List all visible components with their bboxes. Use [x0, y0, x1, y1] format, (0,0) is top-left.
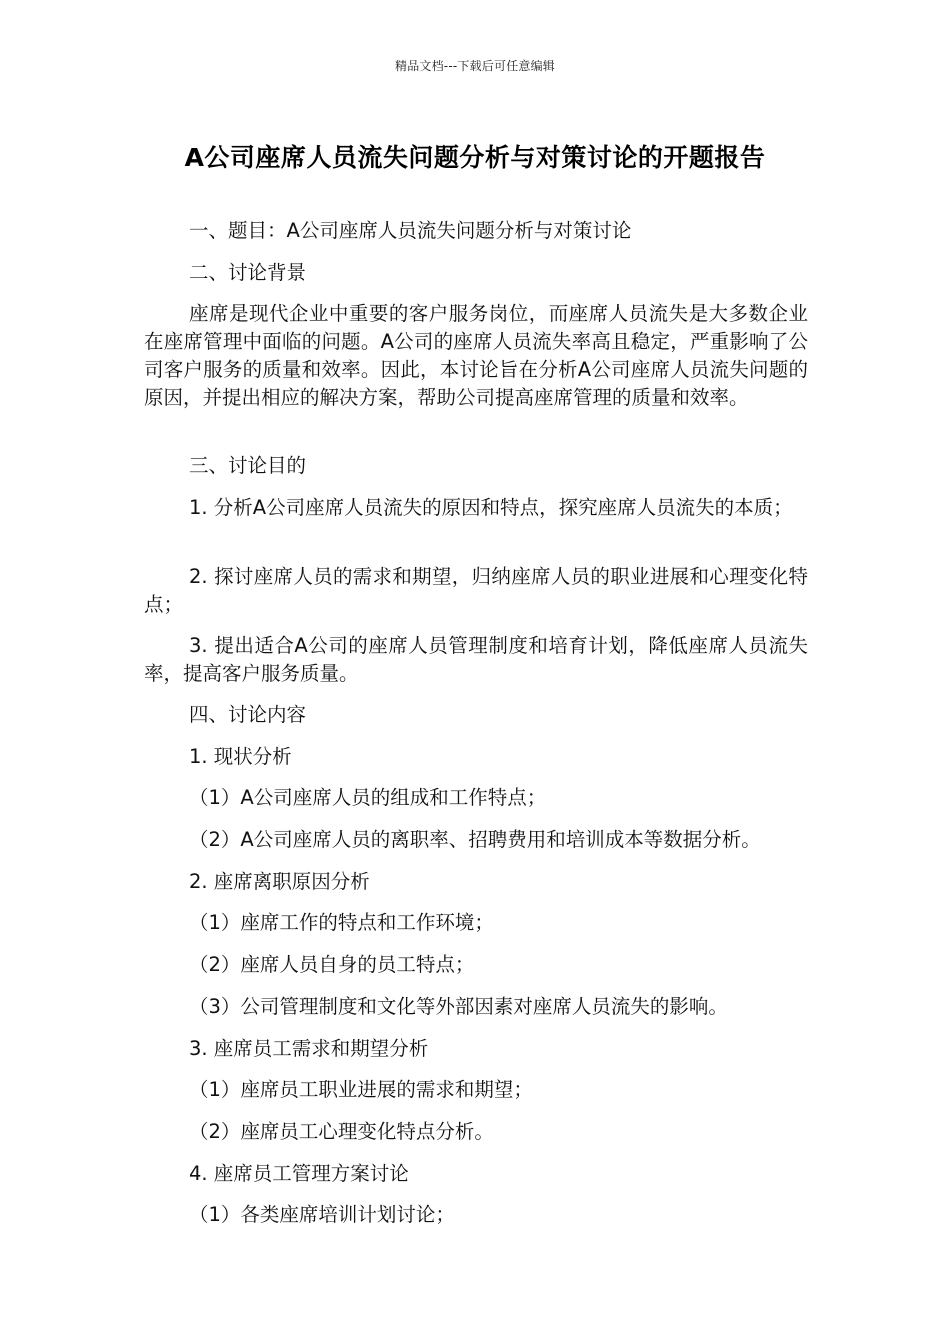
- purpose-item-3: 3. 提出适合A公司的座席人员管理制度和培育计划，降低座席人员流失率，提高客户服务质量。: [144, 634, 808, 685]
- section-heading-topic: 一、题目：A公司座席人员流失问题分析与对策讨论: [189, 219, 632, 242]
- content-subitem-2-2: （2）座席人员自身的员工特点；: [189, 953, 475, 976]
- document-title: A公司座席人员流失问题分析与对策讨论的开题报告: [184, 143, 766, 172]
- section-heading-background: 二、讨论背景: [189, 261, 307, 284]
- content-subitem-2-1: （1）座席工作的特点和工作环境；: [189, 911, 494, 934]
- content-item-2: 2. 座席离职原因分析: [189, 870, 370, 893]
- content-subitem-4-1: （1）各类座席培训计划讨论；: [189, 1203, 455, 1226]
- section-heading-content: 四、讨论内容: [189, 703, 307, 726]
- page-header-note: 精品文档---下载后可任意编辑: [395, 59, 555, 73]
- content-item-4: 4. 座席员工管理方案讨论: [189, 1162, 409, 1185]
- section-heading-purpose: 三、讨论目的: [189, 454, 307, 477]
- content-subitem-2-3: （3）公司管理制度和文化等外部因素对座席人员流失的影响。: [189, 995, 728, 1018]
- content-subitem-1-2: （2）A公司座席人员的离职率、招聘费用和培训成本等数据分析。: [189, 828, 761, 851]
- purpose-item-2: 2. 探讨座席人员的需求和期望，归纳座席人员的职业进展和心理变化特点；: [144, 565, 808, 616]
- content-item-1: 1. 现状分析: [189, 745, 292, 768]
- content-subitem-1-1: （1）A公司座席人员的组成和工作特点；: [189, 786, 547, 809]
- content-item-3: 3. 座席员工需求和期望分析: [189, 1037, 429, 1060]
- background-paragraph: 座席是现代企业中重要的客户服务岗位，而座席人员流失是大多数企业在座席管理中面临的问题。A公司的座席人员流失率高且稳定，严重影响了公司客户服务的质量和效率。因此，本讨论旨在分析A公司座席人员流失问题的原因，并提出相应的解决方案，帮助公司提高座席管理的质量和效率。: [144, 302, 808, 409]
- content-subitem-3-2: （2）座席员工心理变化特点分析。: [189, 1120, 494, 1143]
- purpose-item-1: 1. 分析A公司座席人员流失的原因和特点，探究座席人员流失的本质；: [189, 496, 793, 519]
- content-subitem-3-1: （1）座席员工职业进展的需求和期望；: [189, 1078, 533, 1101]
